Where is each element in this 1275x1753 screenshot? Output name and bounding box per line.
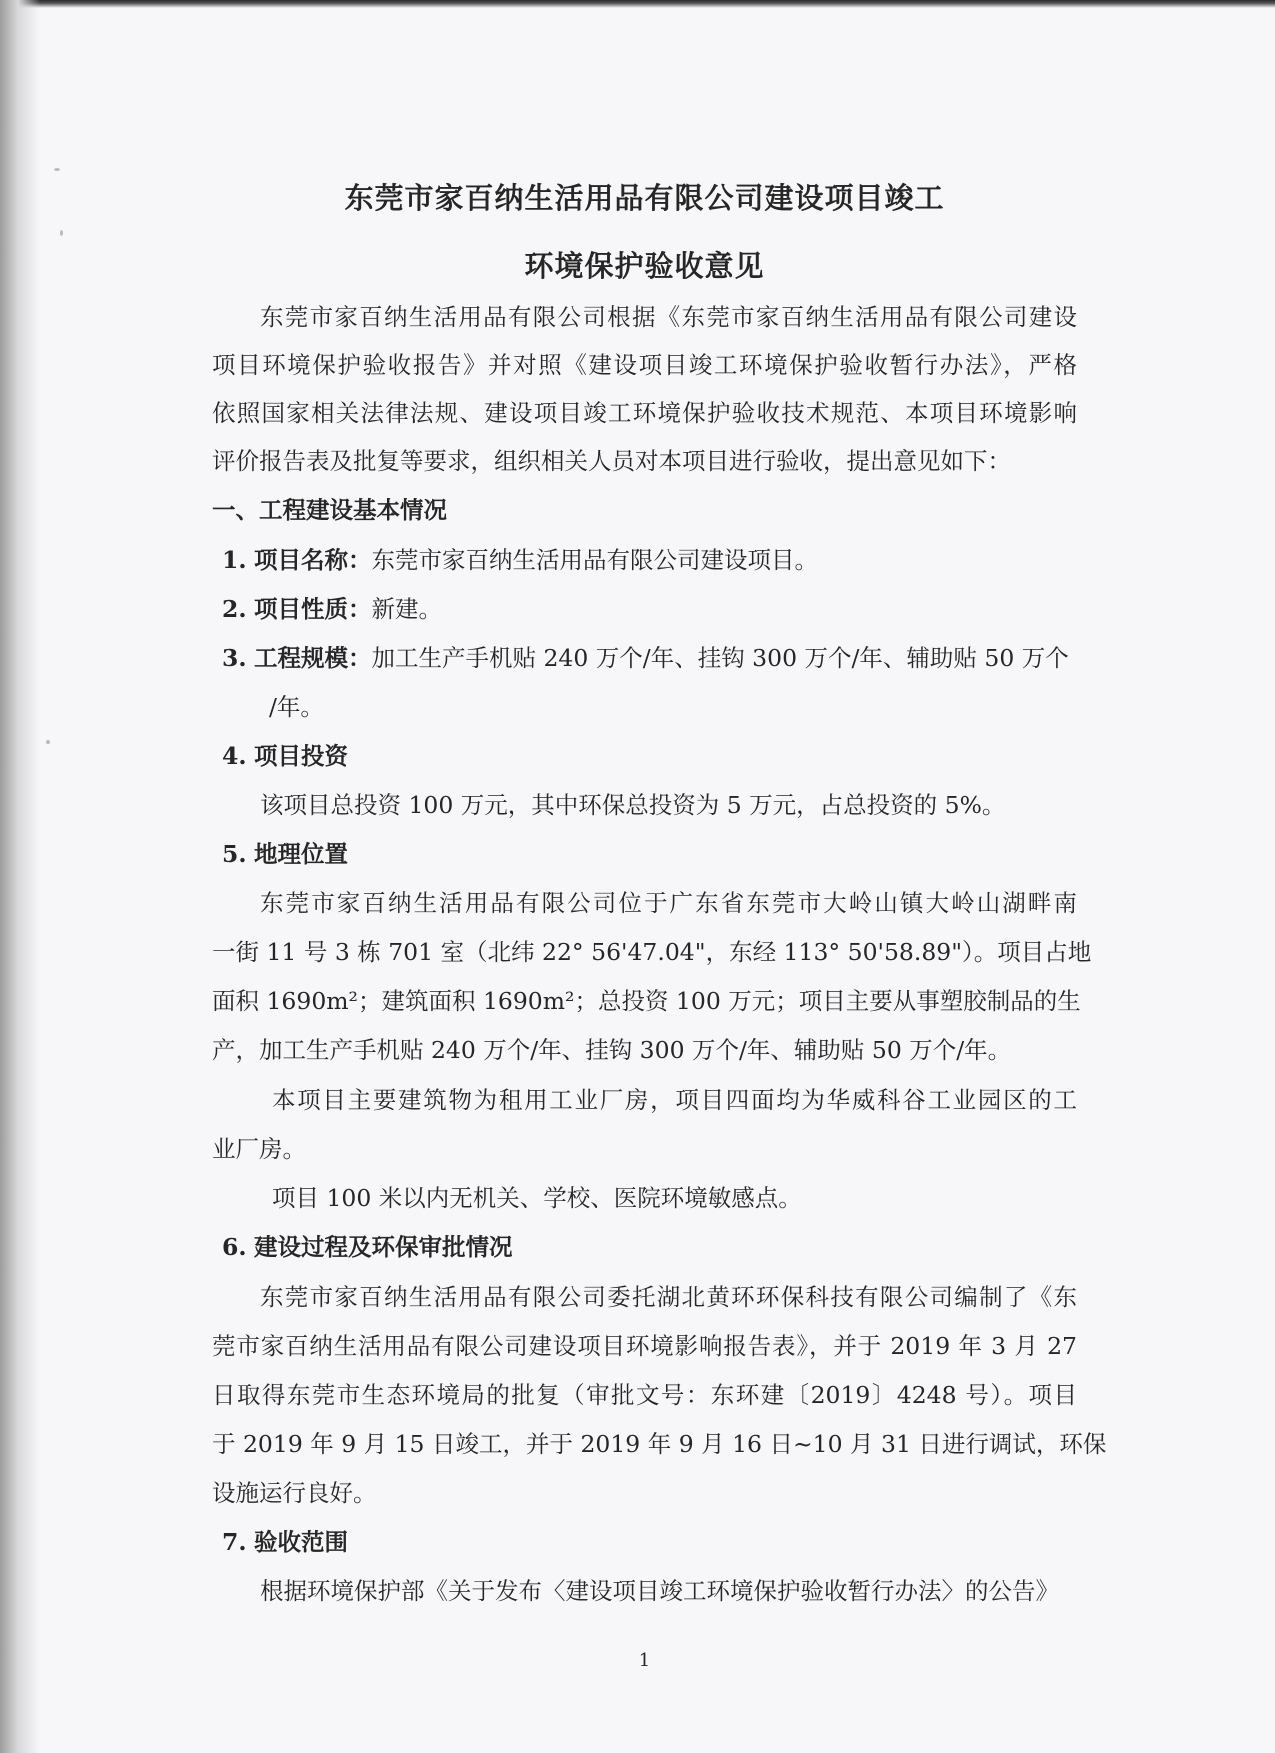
item-label: 地理位置 xyxy=(254,840,348,868)
item-project-scale xyxy=(222,643,1069,673)
building-line: 本项目主要建筑物为租用工业厂房，项目四面均为华威科谷工业园区的工 xyxy=(272,1086,1077,1114)
approval-line: 设施运行良好。 xyxy=(212,1479,377,1507)
intro-line: 东莞市家百纳生活用品有限公司根据《东莞市家百纳生活用品有限公司建设 xyxy=(260,303,1077,331)
item-number: 2. xyxy=(222,595,247,623)
approval-line: 于 2019 年 9 月 15 日竣工，并于 2019 年 9 月 16 日~10 月 31 日进行调试，环保 xyxy=(212,1430,1107,1458)
item-acceptance-scope xyxy=(222,1527,348,1557)
approval-line: 东莞市家百纳生活用品有限公司委托湖北黄环环保科技有限公司编制了《东 xyxy=(260,1283,1077,1311)
document-title-line-1: 东莞市家百纳生活用品有限公司建设项目竣工 xyxy=(344,181,945,215)
scan-speck xyxy=(46,740,50,744)
item-text: 东莞市家百纳生活用品有限公司建设项目。 xyxy=(371,546,818,574)
building-line: 业厂房。 xyxy=(212,1135,306,1163)
item-text: 加工生产手机贴 240 万个/年、挂钩 300 万个/年、辅助贴 50 万个 xyxy=(371,644,1069,672)
item-number: 1. xyxy=(222,546,247,574)
sensitive-points-line: 项目 100 米以内无机关、学校、医院环境敏感点。 xyxy=(272,1184,802,1212)
page-number: 1 xyxy=(638,1650,651,1671)
location-line: 面积 1690m²；建筑面积 1690m²；总投资 100 万元；项目主要从事塑胶制品的生 xyxy=(212,987,1081,1015)
item-label: 工程规模： xyxy=(254,644,372,672)
location-line: 产，加工生产手机贴 240 万个/年、挂钩 300 万个/年、辅助贴 50 万个/年。 xyxy=(212,1036,1012,1064)
scan-speck xyxy=(60,230,63,236)
item-label: 验收范围 xyxy=(254,1528,348,1556)
item-number: 3. xyxy=(222,644,247,672)
item-label: 项目名称： xyxy=(254,546,372,574)
item-project-name xyxy=(222,545,818,575)
item-project-nature xyxy=(222,594,442,624)
item-text-continued: /年。 xyxy=(269,693,324,721)
approval-line: 日取得东莞市生态环境局的批复（审批文号：东环建〔2019〕4248 号）。项目 xyxy=(212,1381,1077,1409)
intro-line: 依照国家相关法律法规、建设项目竣工环境保护验收技术规范、本项目环境影响 xyxy=(212,399,1077,427)
scan-edge-left xyxy=(0,0,40,1753)
section-heading: 一、工程建设基本情况 xyxy=(212,496,447,524)
item-label: 项目投资 xyxy=(254,742,348,770)
investment-paragraph: 该项目总投资 100 万元，其中环保总投资为 5 万元，占总投资的 5%。 xyxy=(260,791,1006,819)
document-page xyxy=(212,0,1107,1753)
intro-line: 项目环境保护验收报告》并对照《建设项目竣工环境保护验收暂行办法》，严格 xyxy=(212,351,1077,379)
item-number: 6. xyxy=(222,1233,247,1261)
location-line: 东莞市家百纳生活用品有限公司位于广东省东莞市大岭山镇大岭山湖畔南 xyxy=(260,889,1077,917)
item-approval-process xyxy=(222,1232,513,1262)
location-line: 一街 11 号 3 栋 701 室（北纬 22° 56'47.04"，东经 113° 50'58.89"）。项目占地 xyxy=(212,938,1092,966)
item-number: 7. xyxy=(222,1528,247,1556)
item-location xyxy=(222,839,348,869)
item-text: 新建。 xyxy=(371,595,442,623)
scan-speck xyxy=(54,168,60,171)
scope-line: 根据环境保护部《关于发布〈建设项目竣工环境保护验收暂行办法〉的公告》 xyxy=(260,1577,1059,1605)
item-number: 4. xyxy=(222,742,247,770)
item-project-investment xyxy=(222,741,348,771)
document-title-line-2: 环境保护验收意见 xyxy=(524,249,765,283)
intro-line: 评价报告表及批复等要求，组织相关人员对本项目进行验收，提出意见如下： xyxy=(212,447,1011,475)
item-label: 项目性质： xyxy=(254,595,372,623)
approval-line: 莞市家百纳生活用品有限公司建设项目环境影响报告表》，并于 2019 年 3 月 27 xyxy=(212,1332,1077,1360)
item-label: 建设过程及环保审批情况 xyxy=(254,1233,513,1261)
item-number: 5. xyxy=(222,840,247,868)
